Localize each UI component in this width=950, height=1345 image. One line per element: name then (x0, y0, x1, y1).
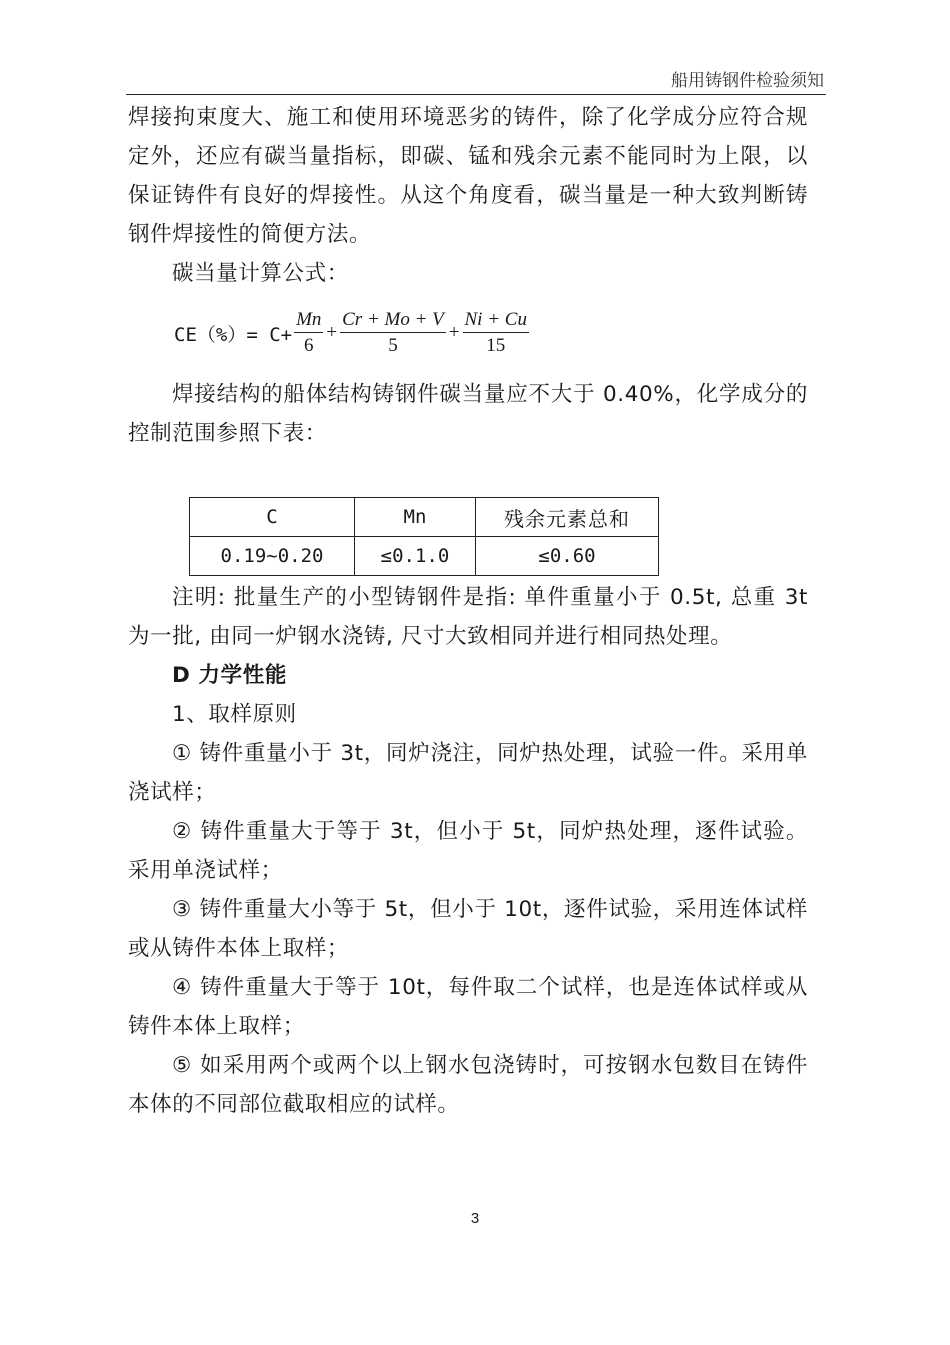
fraction-mn-denominator: 6 (303, 335, 314, 356)
fraction-ni-cu-numerator: Ni + Cu (463, 310, 529, 333)
carbon-equivalent-formula (128, 297, 808, 369)
table-row (190, 537, 659, 576)
fraction-mn (294, 310, 323, 356)
list-item: ① 铸件重量小于 3t，同炉浇注，同炉热处理，试验一件。采用单浇试样； (128, 741, 808, 805)
fraction-ni-cu-denominator: 15 (486, 335, 506, 356)
list-item: ③ 铸件重量大小等于 5t，但小于 10t，逐件试验，采用连体试样或从铸件本体上取样； (128, 897, 808, 961)
list-item: ④ 铸件重量大于等于 10t，每件取二个试样，也是连体试样或从铸件本体上取样； (128, 975, 808, 1039)
fraction-mn-numerator: Mn (294, 310, 323, 333)
paragraph-ce-limit: 焊接结构的船体结构铸钢件碳当量应不大于 0.40%，化学成分的控制范围参照下表： (128, 382, 808, 446)
batch-note: 注明: 批量生产的小型铸钢件是指: 单件重量小于 0.5t, 总重 3t 为一批, 由同一炉钢水浇铸, 尺寸大致相同并进行相同热处理。 (128, 585, 808, 649)
section-heading-mechanical-properties: D 力学性能 (172, 663, 287, 688)
list-item: ⑤ 如采用两个或两个以上钢水包浇铸时，可按钢水包数目在铸件本体的不同部位截取相应的试样。 (128, 1053, 808, 1117)
fraction-ni-cu (463, 310, 529, 356)
formula-lhs: CE（%）= C+ (174, 323, 293, 346)
subsection-sampling-principle: 1、取样原则 (172, 702, 297, 727)
table-header-row (190, 498, 659, 537)
paragraph-weldability: 焊接拘束度大、施工和使用环境恶劣的铸件，除了化学成分应符合规定外，还应有碳当量指标，即碳、锰和残余元素不能同时为上限，以保证铸件有良好的焊接性。从这个角度看，碳当量是一种大致判断铸钢件焊接性的简便方法。 (128, 105, 808, 247)
fraction-cr-mo-v (340, 310, 446, 356)
table-cell: ≤0.60 (476, 537, 659, 576)
table-header-cell: 残余元素总和 (476, 498, 659, 537)
formula-intro: 碳当量计算公式： (172, 261, 349, 286)
table-header-cell: C (190, 498, 355, 537)
plus-sign: + (326, 322, 338, 343)
table-header-cell: Mn (355, 498, 476, 537)
page-number: 3 (470, 1210, 480, 1227)
running-header-title: 船用铸钢件检验须知 (671, 71, 824, 91)
composition-table (189, 497, 659, 576)
table-cell: 0.19~0.20 (190, 537, 355, 576)
composition-table-wrapper (189, 497, 808, 576)
plus-sign: + (448, 322, 460, 343)
page-body (128, 98, 808, 1124)
header-rule (126, 94, 826, 95)
fraction-cr-mo-v-numerator: Cr + Mo + V (340, 310, 446, 333)
fraction-cr-mo-v-denominator: 5 (388, 335, 398, 356)
list-item: ② 铸件重量大于等于 3t，但小于 5t，同炉热处理，逐件试验。采用单浇试样； (128, 819, 808, 883)
table-cell: ≤0.1.0 (355, 537, 476, 576)
